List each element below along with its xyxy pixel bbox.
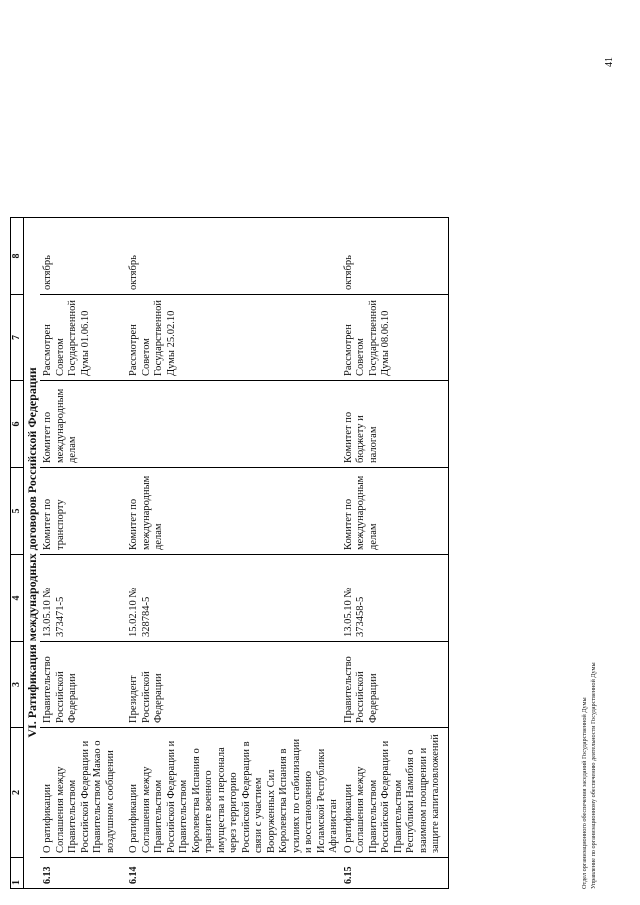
co-committee xyxy=(126,381,341,468)
bill-title: О ратификации Соглашения между Правительством Российской Федерации и Правительством Королевства Испания о транзите военного имущества и персонала через территорию Российской Федерации в связи с участием Вооруженных Сил Королевства Испания в усилиях по стабилизации и восстановлению Исламской Республики Афганистан xyxy=(126,728,341,858)
responsible-committee: Комитет по международным делам xyxy=(126,468,341,555)
initiator: Президент Российской Федерации xyxy=(126,642,341,728)
col-header-6: 6 xyxy=(11,381,24,468)
initiator: Правительство Российской Федерации xyxy=(341,642,449,728)
col-header-4: 4 xyxy=(11,555,24,642)
co-committee: Комитет по международным делам xyxy=(40,381,126,468)
col-header-3: 3 xyxy=(11,642,24,728)
footer-line-2: Управление по организационному обеспечению деятельности Государственной Думы xyxy=(590,662,597,889)
col-header-1: 1 xyxy=(11,858,24,889)
column-number-row xyxy=(11,218,24,889)
bill-title: О ратификации Соглашения между Правительством Российской Федерации и Правительством Макао о воздушном сообщении xyxy=(40,728,126,858)
initiator: Правительство Российской Федерации xyxy=(40,642,126,728)
responsible-committee: Комитет по транспорту xyxy=(40,468,126,555)
table-row xyxy=(40,218,126,889)
month: октябрь xyxy=(341,218,449,295)
status: Рассмотрен Советом Государственной Думы 08.06.10 xyxy=(341,295,449,381)
bill-title: О ратификации Соглашения между Правительством Российской Федерации и Правительством Республики Намибия о взаимном поощрении и защите капиталовложений xyxy=(341,728,449,858)
col-header-5: 5 xyxy=(11,468,24,555)
responsible-committee: Комитет по международным делам xyxy=(341,468,449,555)
table-row xyxy=(341,218,449,889)
co-committee: Комитет по бюджету и налогам xyxy=(341,381,449,468)
status: Рассмотрен Советом Государственной Думы 25.02.10 xyxy=(126,295,341,381)
registration: 15.02.10 № 328784-5 xyxy=(126,555,341,642)
col-header-7: 7 xyxy=(11,295,24,381)
row-number: 6.13 xyxy=(40,858,126,889)
page-number: 41 xyxy=(604,57,615,67)
status: Рассмотрен Советом Государственной Думы 01.06.10 xyxy=(40,295,126,381)
col-header-2: 2 xyxy=(11,728,24,858)
footer xyxy=(580,662,598,889)
section-heading-row xyxy=(24,218,41,889)
row-number: 6.14 xyxy=(126,858,341,889)
month: октябрь xyxy=(40,218,126,295)
registration: 13.05.10 № 373458-5 xyxy=(341,555,449,642)
footer-line-1: Отдел организационного обеспечения заседаний Государственной Думы xyxy=(581,697,588,889)
month: октябрь xyxy=(126,218,341,295)
row-number: 6.15 xyxy=(341,858,449,889)
legislation-table xyxy=(10,217,449,889)
col-header-8: 8 xyxy=(11,218,24,295)
section-title: VI. Ратификация международных договоров Российской Федерации xyxy=(24,218,41,889)
table-row xyxy=(126,218,341,889)
registration: 13.05.10 № 373471-5 xyxy=(40,555,126,642)
